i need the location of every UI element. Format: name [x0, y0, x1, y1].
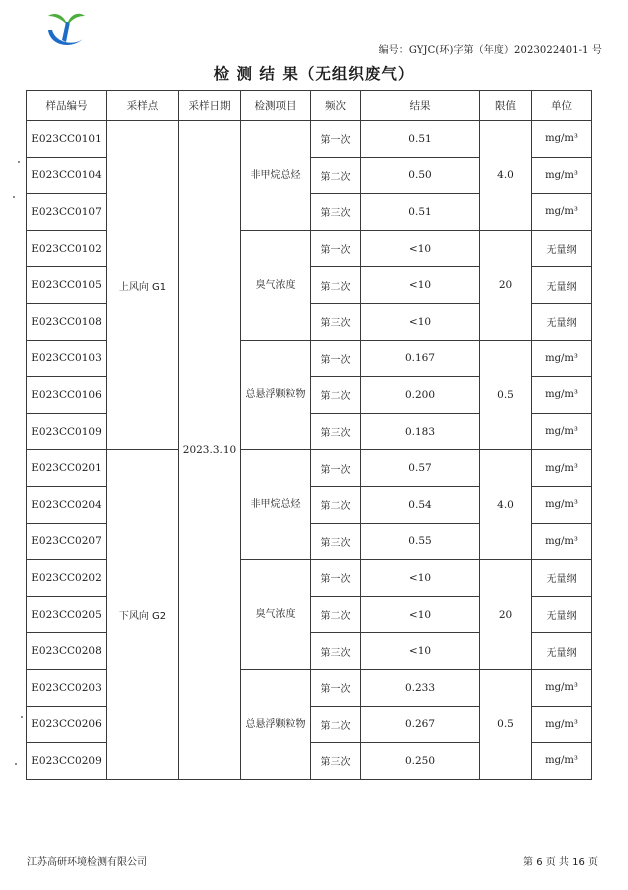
sampling-point: 下风向 G2	[107, 450, 179, 779]
limit-value: 20	[480, 230, 532, 340]
sample-code: E023CC0201	[27, 450, 107, 487]
limit-value: 4.0	[480, 450, 532, 560]
results-table	[26, 90, 592, 780]
frequency: 第二次	[311, 486, 361, 523]
table-header-row	[27, 91, 592, 121]
scan-speck	[13, 196, 15, 198]
result-value: <10	[361, 230, 480, 267]
test-item: 非甲烷总烃	[241, 121, 311, 231]
unit: 无量纲	[532, 633, 592, 670]
sampling-date: 2023.3.10	[179, 121, 241, 780]
frequency: 第三次	[311, 633, 361, 670]
result-value: 0.167	[361, 340, 480, 377]
result-value: <10	[361, 303, 480, 340]
sample-code: E023CC0208	[27, 633, 107, 670]
frequency: 第一次	[311, 340, 361, 377]
frequency: 第二次	[311, 267, 361, 304]
sample-code: E023CC0108	[27, 303, 107, 340]
sample-code: E023CC0105	[27, 267, 107, 304]
unit: 无量纲	[532, 230, 592, 267]
unit: mg/m³	[532, 340, 592, 377]
table-row	[27, 121, 592, 158]
unit: mg/m³	[532, 157, 592, 194]
sample-code: E023CC0106	[27, 377, 107, 414]
frequency: 第二次	[311, 157, 361, 194]
header-cell: 样品编号	[27, 91, 107, 121]
limit-value: 20	[480, 560, 532, 670]
sample-code: E023CC0203	[27, 669, 107, 706]
unit: mg/m³	[532, 486, 592, 523]
result-value: <10	[361, 633, 480, 670]
test-item: 总悬浮颗粒物	[241, 669, 311, 779]
result-value: <10	[361, 560, 480, 597]
sample-code: E023CC0104	[27, 157, 107, 194]
unit: mg/m³	[532, 450, 592, 487]
company-name: 江苏高研环境检测有限公司	[27, 857, 147, 868]
result-value: 0.267	[361, 706, 480, 743]
unit: 无量纲	[532, 560, 592, 597]
scan-speck	[18, 161, 20, 163]
header-cell: 频次	[311, 91, 361, 121]
sample-code: E023CC0202	[27, 560, 107, 597]
result-value: 0.51	[361, 121, 480, 158]
test-item: 臭气浓度	[241, 230, 311, 340]
header-cell: 限值	[480, 91, 532, 121]
test-item: 总悬浮颗粒物	[241, 340, 311, 450]
result-value: 0.250	[361, 743, 480, 780]
frequency: 第二次	[311, 706, 361, 743]
company-logo-icon	[40, 8, 88, 52]
unit: mg/m³	[532, 413, 592, 450]
header-cell: 检测项目	[241, 91, 311, 121]
unit: mg/m³	[532, 669, 592, 706]
header-cell: 单位	[532, 91, 592, 121]
sample-code: E023CC0207	[27, 523, 107, 560]
result-value: 0.233	[361, 669, 480, 706]
header-cell: 采样日期	[179, 91, 241, 121]
scan-speck	[21, 716, 23, 718]
document-number: 编号：GYJC(环)字第（年度）2023022401-1 号	[378, 45, 602, 56]
frequency: 第一次	[311, 121, 361, 158]
unit: mg/m³	[532, 706, 592, 743]
result-value: <10	[361, 596, 480, 633]
frequency: 第一次	[311, 560, 361, 597]
limit-value: 4.0	[480, 121, 532, 231]
frequency: 第一次	[311, 450, 361, 487]
page-number: 第 6 页 共 16 页	[523, 857, 598, 868]
frequency: 第二次	[311, 377, 361, 414]
result-value: 0.54	[361, 486, 480, 523]
frequency: 第三次	[311, 743, 361, 780]
unit: mg/m³	[532, 523, 592, 560]
sampling-point: 上风向 G1	[107, 121, 179, 450]
frequency: 第三次	[311, 194, 361, 231]
unit: mg/m³	[532, 194, 592, 231]
frequency: 第二次	[311, 596, 361, 633]
result-value: 0.183	[361, 413, 480, 450]
unit: 无量纲	[532, 267, 592, 304]
result-value: 0.51	[361, 194, 480, 231]
sample-code: E023CC0109	[27, 413, 107, 450]
sample-code: E023CC0101	[27, 121, 107, 158]
sample-code: E023CC0102	[27, 230, 107, 267]
sample-code: E023CC0206	[27, 706, 107, 743]
frequency: 第三次	[311, 303, 361, 340]
page-title: 检 测 结 果（无组织废气）	[213, 64, 415, 83]
result-value: 0.200	[361, 377, 480, 414]
result-value: 0.50	[361, 157, 480, 194]
frequency: 第三次	[311, 413, 361, 450]
sample-code: E023CC0204	[27, 486, 107, 523]
unit: mg/m³	[532, 743, 592, 780]
unit: 无量纲	[532, 303, 592, 340]
result-value: <10	[361, 267, 480, 304]
limit-value: 0.5	[480, 340, 532, 450]
frequency: 第一次	[311, 669, 361, 706]
header-cell: 结果	[361, 91, 480, 121]
sample-code: E023CC0103	[27, 340, 107, 377]
scan-speck	[15, 763, 17, 765]
frequency: 第三次	[311, 523, 361, 560]
table-row	[27, 450, 592, 487]
header-cell: 采样点	[107, 91, 179, 121]
test-item: 非甲烷总烃	[241, 450, 311, 560]
sample-code: E023CC0205	[27, 596, 107, 633]
sample-code: E023CC0209	[27, 743, 107, 780]
sample-code: E023CC0107	[27, 194, 107, 231]
unit: mg/m³	[532, 121, 592, 158]
test-item: 臭气浓度	[241, 560, 311, 670]
result-value: 0.55	[361, 523, 480, 560]
unit: mg/m³	[532, 377, 592, 414]
frequency: 第一次	[311, 230, 361, 267]
unit: 无量纲	[532, 596, 592, 633]
result-value: 0.57	[361, 450, 480, 487]
limit-value: 0.5	[480, 669, 532, 779]
